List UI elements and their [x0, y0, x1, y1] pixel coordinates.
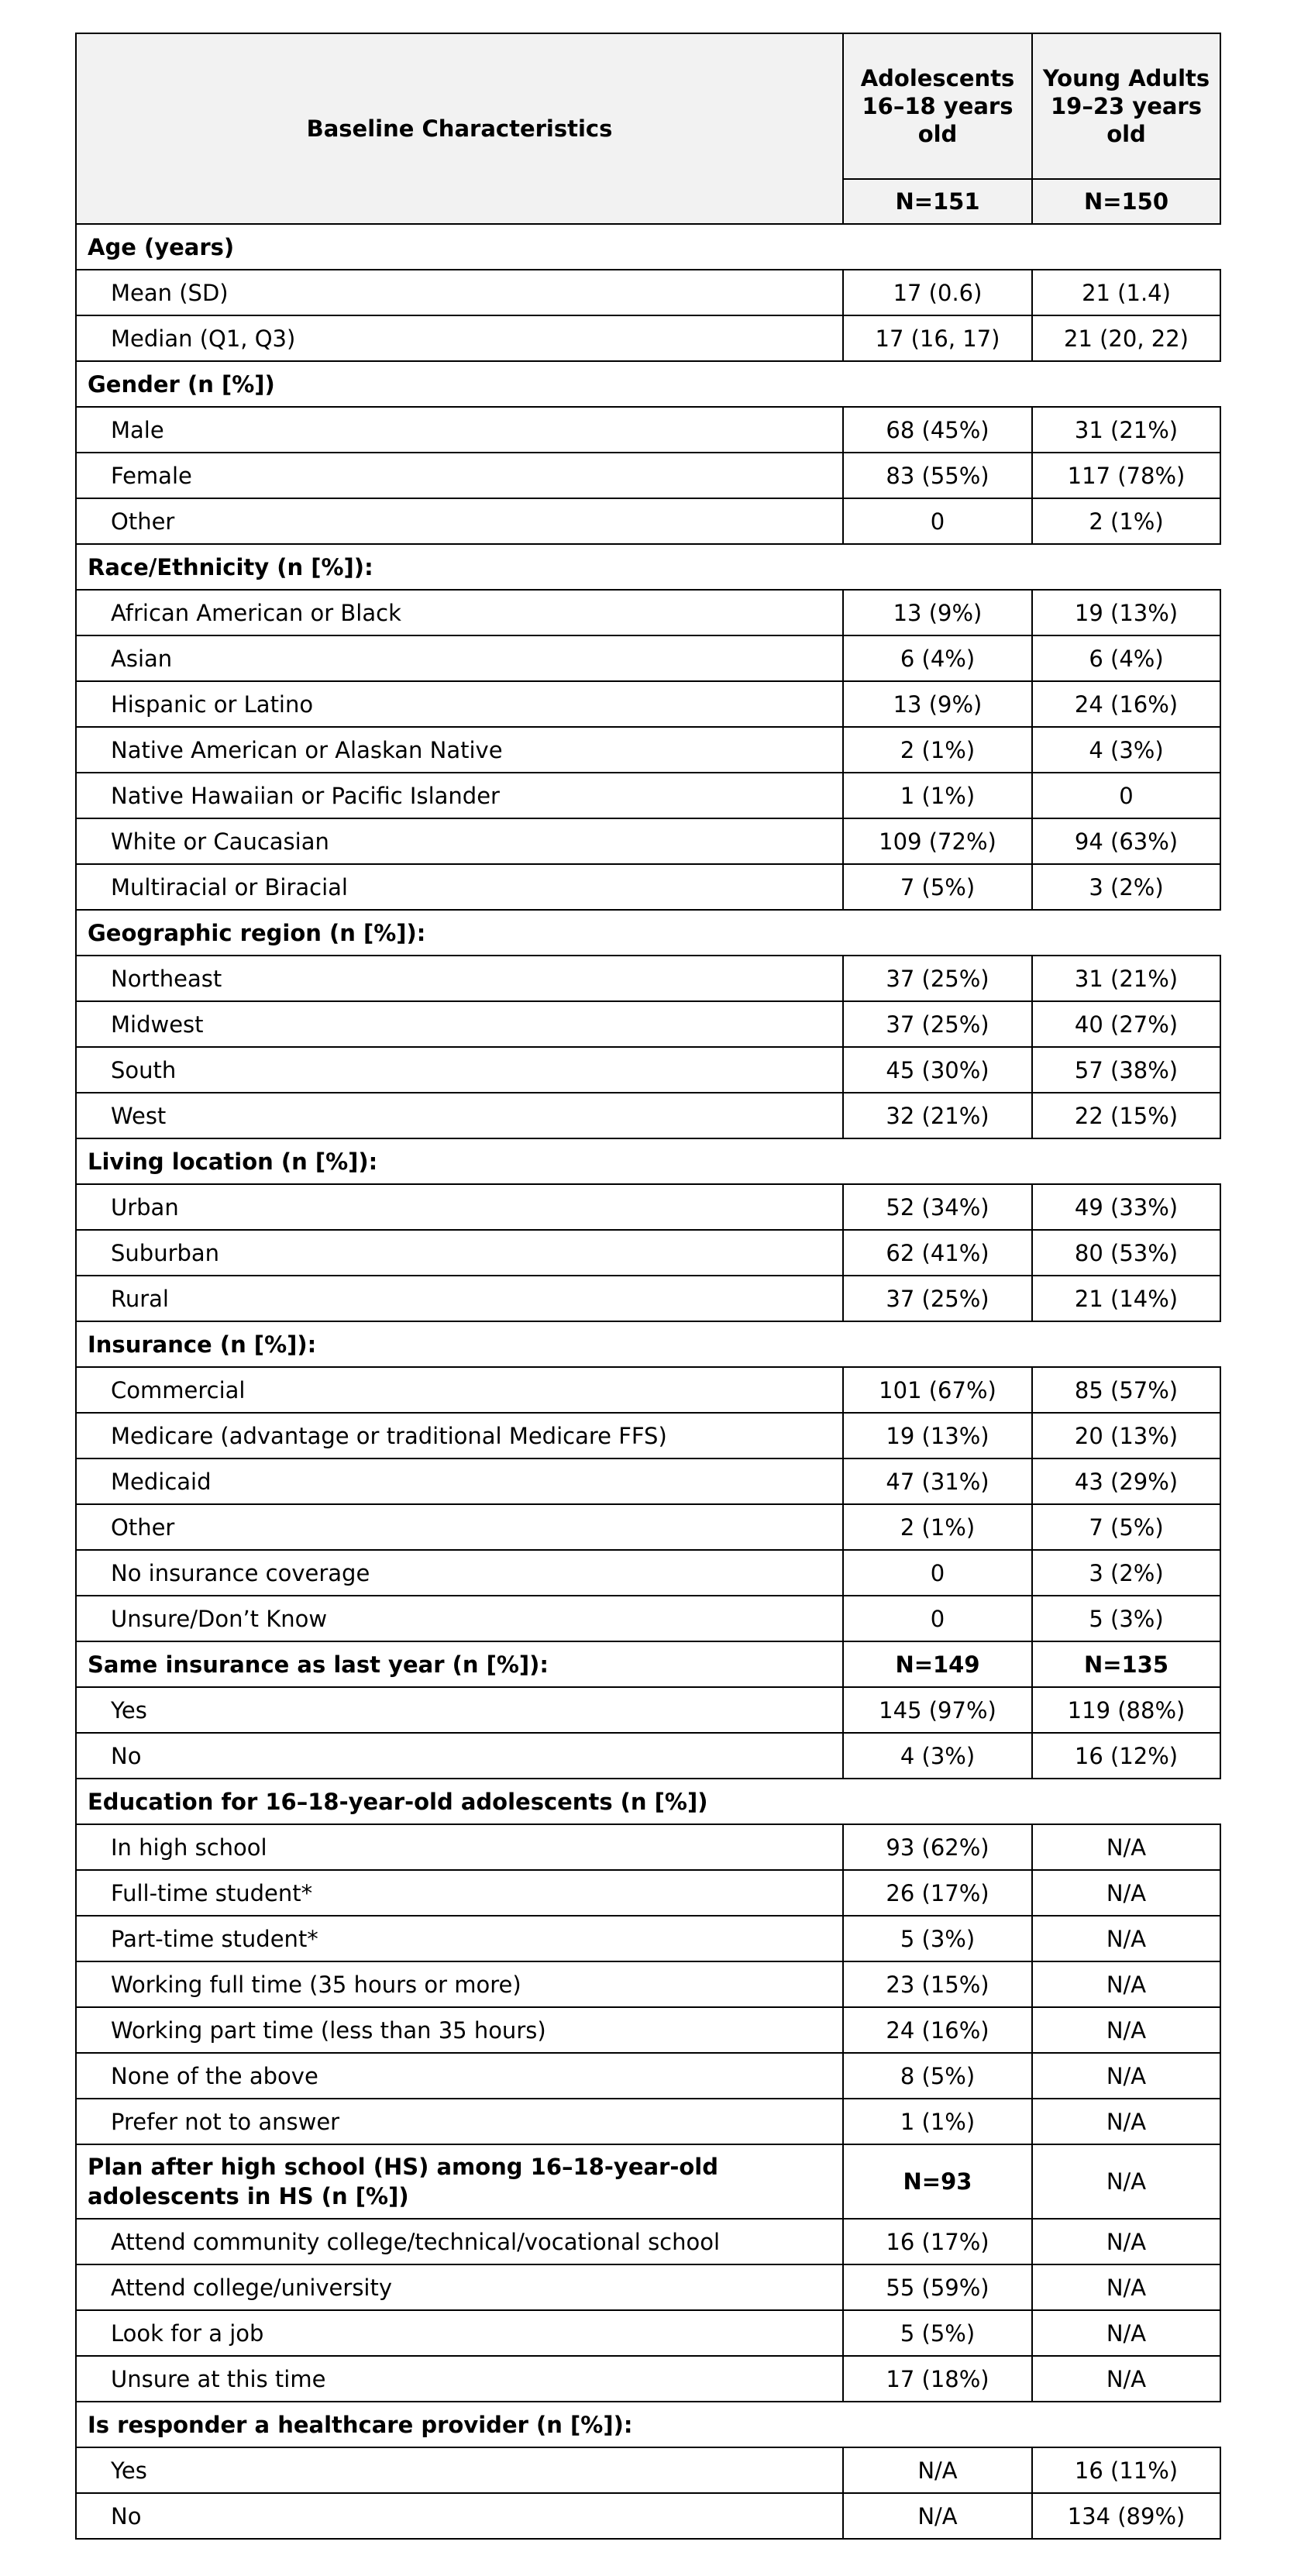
table-row	[76, 1961, 1220, 2007]
young-adults-value: N/A	[1032, 2099, 1220, 2144]
row-label: Other	[76, 1504, 843, 1550]
table-row	[76, 1413, 1220, 1458]
section-header-row	[76, 2144, 1220, 2219]
row-label: Yes	[76, 2447, 843, 2493]
column-n-adolescents: N=151	[843, 179, 1032, 224]
row-label: No	[76, 2493, 843, 2539]
adolescents-value: 23 (15%)	[843, 1961, 1032, 2007]
young-adults-value: 21 (14%)	[1032, 1276, 1220, 1321]
row-label: Native American or Alaskan Native	[76, 727, 843, 773]
section-header-row	[76, 1641, 1220, 1687]
young-adults-value: 94 (63%)	[1032, 818, 1220, 864]
section-header-row	[76, 1138, 1220, 1184]
section-label: Education for 16–18-year-old adolescents (n [%])	[76, 1779, 1220, 1824]
table-row	[76, 773, 1220, 818]
adolescents-value: 4 (3%)	[843, 1733, 1032, 1779]
young-adults-value: N/A	[1032, 1870, 1220, 1916]
table-row	[76, 1276, 1220, 1321]
table-row	[76, 1230, 1220, 1276]
adolescents-value: 32 (21%)	[843, 1093, 1032, 1138]
row-label: West	[76, 1093, 843, 1138]
section-label: Race/Ethnicity (n [%]):	[76, 544, 1220, 590]
young-adults-value: N/A	[1032, 2144, 1220, 2219]
young-adults-value: 85 (57%)	[1032, 1367, 1220, 1413]
adolescents-value: 37 (25%)	[843, 956, 1032, 1001]
row-label: Working full time (35 hours or more)	[76, 1961, 843, 2007]
table-row	[76, 2099, 1220, 2144]
adolescents-value: 83 (55%)	[843, 453, 1032, 498]
section-label: Same insurance as last year (n [%]):	[76, 1641, 843, 1687]
table-row	[76, 1367, 1220, 1413]
adolescents-value: N=149	[843, 1641, 1032, 1687]
table-row	[76, 1596, 1220, 1641]
row-label: Working part time (less than 35 hours)	[76, 2007, 843, 2053]
table-row	[76, 453, 1220, 498]
young-adults-value: N/A	[1032, 2310, 1220, 2356]
young-adults-value: 22 (15%)	[1032, 1093, 1220, 1138]
table-row	[76, 498, 1220, 544]
adolescents-value: 17 (0.6)	[843, 270, 1032, 315]
section-label: Geographic region (n [%]):	[76, 910, 1220, 956]
young-adults-value: 4 (3%)	[1032, 727, 1220, 773]
adolescents-value: 17 (18%)	[843, 2356, 1032, 2402]
adolescents-value: 0	[843, 498, 1032, 544]
section-header-row	[76, 1321, 1220, 1367]
table-row	[76, 681, 1220, 727]
adolescents-value: 2 (1%)	[843, 1504, 1032, 1550]
young-adults-value: N/A	[1032, 2007, 1220, 2053]
adolescents-value: 24 (16%)	[843, 2007, 1032, 2053]
column-header-young-adults: Young Adults 19–23 years old	[1032, 33, 1220, 179]
table-row	[76, 2219, 1220, 2264]
adolescents-value: 55 (59%)	[843, 2264, 1032, 2310]
young-adults-value: 19 (13%)	[1032, 590, 1220, 635]
row-label: No	[76, 1733, 843, 1779]
row-label: Suburban	[76, 1230, 843, 1276]
adolescents-value: 17 (16, 17)	[843, 315, 1032, 361]
young-adults-value: N=135	[1032, 1641, 1220, 1687]
baseline-characteristics-table	[75, 33, 1221, 2540]
adolescents-value: 19 (13%)	[843, 1413, 1032, 1458]
young-adults-value: 134 (89%)	[1032, 2493, 1220, 2539]
adolescents-value: 7 (5%)	[843, 864, 1032, 910]
row-label: Look for a job	[76, 2310, 843, 2356]
table-row	[76, 1504, 1220, 1550]
young-adults-value: N/A	[1032, 2264, 1220, 2310]
table-row	[76, 407, 1220, 453]
table-row	[76, 956, 1220, 1001]
row-label: Yes	[76, 1687, 843, 1733]
table-body	[76, 224, 1220, 2539]
row-label: No insurance coverage	[76, 1550, 843, 1596]
table-row	[76, 1824, 1220, 1870]
table-row	[76, 2053, 1220, 2099]
adolescents-value: 8 (5%)	[843, 2053, 1032, 2099]
adolescents-value: 145 (97%)	[843, 1687, 1032, 1733]
adolescents-value: 68 (45%)	[843, 407, 1032, 453]
table-row	[76, 2493, 1220, 2539]
section-label: Gender (n [%])	[76, 361, 1220, 407]
row-label: African American or Black	[76, 590, 843, 635]
section-label: Plan after high school (HS) among 16–18-year-old adolescents in HS (n [%])	[76, 2144, 843, 2219]
adolescents-value: N=93	[843, 2144, 1032, 2219]
table-row	[76, 270, 1220, 315]
column-header-characteristics: Baseline Characteristics	[76, 33, 843, 224]
adolescents-value: 109 (72%)	[843, 818, 1032, 864]
header-row	[76, 33, 1220, 179]
row-label: Male	[76, 407, 843, 453]
row-label: South	[76, 1047, 843, 1093]
table-row	[76, 1550, 1220, 1596]
young-adults-value: 16 (12%)	[1032, 1733, 1220, 1779]
young-adults-value: 21 (1.4)	[1032, 270, 1220, 315]
row-label: In high school	[76, 1824, 843, 1870]
young-adults-value: N/A	[1032, 2219, 1220, 2264]
young-adults-value: 57 (38%)	[1032, 1047, 1220, 1093]
young-adults-value: 5 (3%)	[1032, 1596, 1220, 1641]
adolescents-value: 101 (67%)	[843, 1367, 1032, 1413]
adolescents-value: N/A	[843, 2447, 1032, 2493]
table-row	[76, 2447, 1220, 2493]
adolescents-value: 1 (1%)	[843, 773, 1032, 818]
young-adults-value: 80 (53%)	[1032, 1230, 1220, 1276]
young-adults-value: 2 (1%)	[1032, 498, 1220, 544]
table-row	[76, 1001, 1220, 1047]
table-row	[76, 2310, 1220, 2356]
adolescents-value: 1 (1%)	[843, 2099, 1032, 2144]
table-row	[76, 1687, 1220, 1733]
adolescents-value: 0	[843, 1596, 1032, 1641]
row-label: Median (Q1, Q3)	[76, 315, 843, 361]
young-adults-value: 21 (20, 22)	[1032, 315, 1220, 361]
adolescents-value: 26 (17%)	[843, 1870, 1032, 1916]
row-label: White or Caucasian	[76, 818, 843, 864]
row-label: Rural	[76, 1276, 843, 1321]
young-adults-value: 3 (2%)	[1032, 864, 1220, 910]
section-header-row	[76, 224, 1220, 270]
adolescents-value: 47 (31%)	[843, 1458, 1032, 1504]
young-adults-value: 0	[1032, 773, 1220, 818]
section-header-row	[76, 361, 1220, 407]
section-header-row	[76, 2402, 1220, 2447]
adolescents-value: 13 (9%)	[843, 590, 1032, 635]
row-label: Unsure at this time	[76, 2356, 843, 2402]
young-adults-value: 117 (78%)	[1032, 453, 1220, 498]
section-label: Living location (n [%]):	[76, 1138, 1220, 1184]
row-label: Mean (SD)	[76, 270, 843, 315]
column-n-young-adults: N=150	[1032, 179, 1220, 224]
row-label: None of the above	[76, 2053, 843, 2099]
row-label: Attend community college/technical/vocational school	[76, 2219, 843, 2264]
young-adults-value: 119 (88%)	[1032, 1687, 1220, 1733]
row-label: Prefer not to answer	[76, 2099, 843, 2144]
row-label: Asian	[76, 635, 843, 681]
table-row	[76, 1733, 1220, 1779]
adolescents-value: 37 (25%)	[843, 1001, 1032, 1047]
row-label: Urban	[76, 1184, 843, 1230]
table-row	[76, 1093, 1220, 1138]
young-adults-value: 31 (21%)	[1032, 956, 1220, 1001]
row-label: Unsure/Don’t Know	[76, 1596, 843, 1641]
table-row	[76, 727, 1220, 773]
young-adults-value: 3 (2%)	[1032, 1550, 1220, 1596]
table-row	[76, 2264, 1220, 2310]
row-label: Full-time student*	[76, 1870, 843, 1916]
row-label: Female	[76, 453, 843, 498]
young-adults-value: 7 (5%)	[1032, 1504, 1220, 1550]
section-header-row	[76, 1779, 1220, 1824]
table-row	[76, 315, 1220, 361]
table-row	[76, 1870, 1220, 1916]
table-row	[76, 864, 1220, 910]
row-label: Commercial	[76, 1367, 843, 1413]
young-adults-value: 20 (13%)	[1032, 1413, 1220, 1458]
row-label: Multiracial or Biracial	[76, 864, 843, 910]
table-row	[76, 2356, 1220, 2402]
row-label: Native Hawaiian or Pacific Islander	[76, 773, 843, 818]
column-header-adolescents: Adolescents 16–18 years old	[843, 33, 1032, 179]
adolescents-value: 0	[843, 1550, 1032, 1596]
table-row	[76, 1458, 1220, 1504]
table-row	[76, 1916, 1220, 1961]
baseline-characteristics-table-container	[75, 33, 1221, 2540]
row-label: Part-time student*	[76, 1916, 843, 1961]
adolescents-value: 52 (34%)	[843, 1184, 1032, 1230]
young-adults-value: 16 (11%)	[1032, 2447, 1220, 2493]
row-label: Medicare (advantage or traditional Medicare FFS)	[76, 1413, 843, 1458]
young-adults-value: 31 (21%)	[1032, 407, 1220, 453]
adolescents-value: 16 (17%)	[843, 2219, 1032, 2264]
row-label: Other	[76, 498, 843, 544]
section-header-row	[76, 544, 1220, 590]
table-row	[76, 590, 1220, 635]
adolescents-value: 6 (4%)	[843, 635, 1032, 681]
adolescents-value: 5 (5%)	[843, 2310, 1032, 2356]
section-label: Age (years)	[76, 224, 1220, 270]
row-label: Hispanic or Latino	[76, 681, 843, 727]
table-row	[76, 635, 1220, 681]
young-adults-value: N/A	[1032, 1916, 1220, 1961]
section-header-row	[76, 910, 1220, 956]
row-label: Midwest	[76, 1001, 843, 1047]
young-adults-value: 49 (33%)	[1032, 1184, 1220, 1230]
row-label: Northeast	[76, 956, 843, 1001]
young-adults-value: 43 (29%)	[1032, 1458, 1220, 1504]
young-adults-value: N/A	[1032, 1824, 1220, 1870]
adolescents-value: 13 (9%)	[843, 681, 1032, 727]
young-adults-value: N/A	[1032, 2356, 1220, 2402]
young-adults-value: 6 (4%)	[1032, 635, 1220, 681]
adolescents-value: 2 (1%)	[843, 727, 1032, 773]
section-label: Is responder a healthcare provider (n [%]):	[76, 2402, 1220, 2447]
adolescents-value: 45 (30%)	[843, 1047, 1032, 1093]
adolescents-value: 5 (3%)	[843, 1916, 1032, 1961]
adolescents-value: 37 (25%)	[843, 1276, 1032, 1321]
young-adults-value: N/A	[1032, 1961, 1220, 2007]
young-adults-value: 24 (16%)	[1032, 681, 1220, 727]
table-row	[76, 2007, 1220, 2053]
table-row	[76, 1184, 1220, 1230]
table-row	[76, 1047, 1220, 1093]
adolescents-value: 62 (41%)	[843, 1230, 1032, 1276]
young-adults-value: 40 (27%)	[1032, 1001, 1220, 1047]
row-label: Medicaid	[76, 1458, 843, 1504]
adolescents-value: N/A	[843, 2493, 1032, 2539]
adolescents-value: 93 (62%)	[843, 1824, 1032, 1870]
table-row	[76, 818, 1220, 864]
young-adults-value: N/A	[1032, 2053, 1220, 2099]
section-label: Insurance (n [%]):	[76, 1321, 1220, 1367]
row-label: Attend college/university	[76, 2264, 843, 2310]
